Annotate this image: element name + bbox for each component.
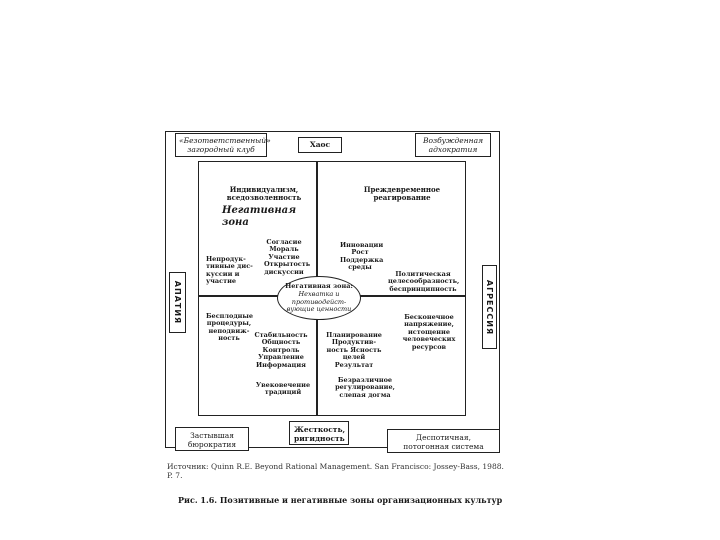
center-ellipse-line2: Нехватка и противодейст-: [291, 289, 347, 306]
br-negative-right: Бесконечное напряжение, истощение человеческих ресурсов: [402, 313, 456, 351]
br-footer: Безразличное регулирование, слепая догма: [335, 376, 395, 399]
side-left-label: АПАТИЯ: [173, 280, 183, 325]
tr-values: Инновации Рост Поддержка среды: [340, 241, 384, 272]
br-values: Планирование Продуктив- ность Ясность целей Результат: [326, 331, 382, 369]
corner-bottom-center: Жесткость, ригидность: [289, 421, 349, 445]
corner-bottom-left: Застывшая бюрократия: [175, 427, 249, 451]
center-ellipse-line3: вующие ценности: [286, 305, 352, 314]
source-note: Источник: Quinn R.E. Beyond Rational Management. San Francisco: Jossey-Bass, 1988. P. 7.: [167, 462, 504, 480]
figure-caption: Рис. 1.6. Позитивные и негативные зоны организационных культур: [178, 495, 503, 505]
side-right-label: АГРЕССИЯ: [485, 279, 494, 335]
tr-header: Преждевременное реагирование: [363, 185, 441, 202]
side-left: [169, 272, 186, 333]
center-ellipse-line1: Негативная зона:: [285, 282, 353, 290]
corner-bottom-right: Деспотичная, потогонная система: [387, 429, 500, 453]
corner-top-right: Возбужденная адхократия: [415, 133, 491, 157]
side-right: [482, 265, 497, 349]
tl-negative: Непродук- тивные дис- куссии и участие: [206, 255, 253, 286]
tl-values: Согласие Мораль Участие Открытость дискуссии: [264, 238, 311, 276]
negative-zone-title: Негативная зона: [222, 205, 297, 228]
bl-values: Стабильность Общность Контроль Управление Информация: [254, 331, 308, 369]
bl-footer: Увековечение традиций: [255, 381, 311, 397]
center-ellipse: [277, 276, 361, 320]
corner-top-left: «Безответственный» загородный клуб: [175, 133, 267, 157]
tr-negative: Политическая целесообразность, беспринципность: [388, 270, 460, 293]
tl-header: Индивидуализм, вседозволенность: [226, 185, 302, 202]
bl-negative-left: Бесплодные процедуры, неподвиж- ность: [206, 312, 254, 343]
corner-top-center: Хаос: [298, 137, 342, 153]
